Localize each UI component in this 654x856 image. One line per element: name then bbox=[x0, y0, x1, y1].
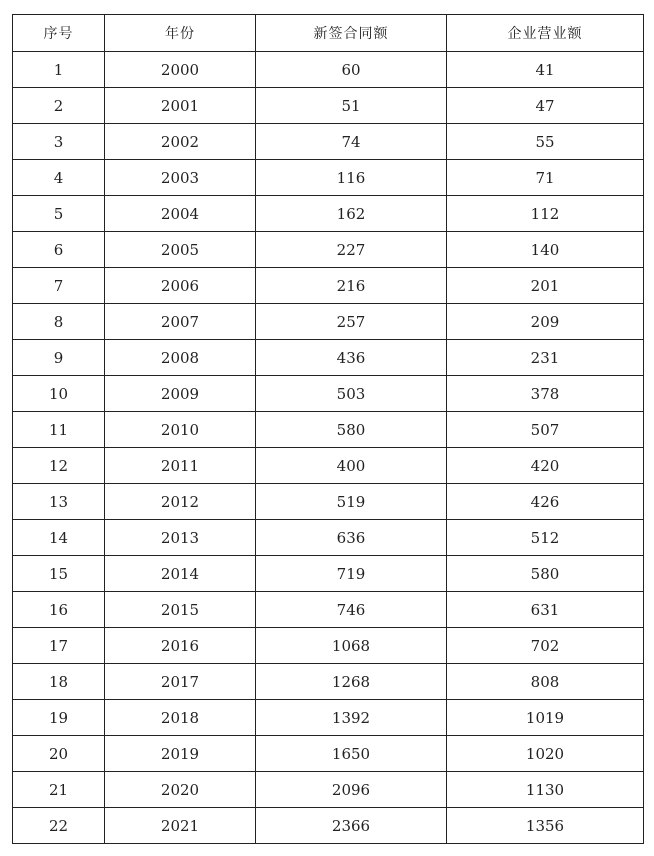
cell-index: 7 bbox=[13, 268, 105, 304]
cell-year: 2019 bbox=[105, 736, 256, 772]
cell-year: 2018 bbox=[105, 700, 256, 736]
cell-index: 12 bbox=[13, 448, 105, 484]
cell-new-contract-amount: 2096 bbox=[256, 772, 447, 808]
cell-new-contract-amount: 1268 bbox=[256, 664, 447, 700]
cell-new-contract-amount: 719 bbox=[256, 556, 447, 592]
cell-business-revenue: 55 bbox=[447, 124, 644, 160]
table-row bbox=[13, 736, 644, 772]
cell-new-contract-amount: 116 bbox=[256, 160, 447, 196]
cell-year: 2016 bbox=[105, 628, 256, 664]
data-table-container bbox=[12, 14, 643, 844]
cell-year: 2010 bbox=[105, 412, 256, 448]
table-row bbox=[13, 124, 644, 160]
table-row bbox=[13, 52, 644, 88]
cell-year: 2001 bbox=[105, 88, 256, 124]
cell-business-revenue: 426 bbox=[447, 484, 644, 520]
table-row bbox=[13, 376, 644, 412]
cell-index: 5 bbox=[13, 196, 105, 232]
cell-business-revenue: 140 bbox=[447, 232, 644, 268]
cell-year: 2020 bbox=[105, 772, 256, 808]
table-body bbox=[13, 52, 644, 844]
table-row bbox=[13, 556, 644, 592]
table-row bbox=[13, 700, 644, 736]
cell-business-revenue: 512 bbox=[447, 520, 644, 556]
cell-new-contract-amount: 162 bbox=[256, 196, 447, 232]
cell-year: 2017 bbox=[105, 664, 256, 700]
header-row bbox=[13, 15, 644, 52]
cell-index: 6 bbox=[13, 232, 105, 268]
cell-index: 3 bbox=[13, 124, 105, 160]
cell-index: 1 bbox=[13, 52, 105, 88]
cell-year: 2013 bbox=[105, 520, 256, 556]
cell-business-revenue: 231 bbox=[447, 340, 644, 376]
cell-year: 2015 bbox=[105, 592, 256, 628]
table-row bbox=[13, 664, 644, 700]
cell-year: 2008 bbox=[105, 340, 256, 376]
cell-year: 2009 bbox=[105, 376, 256, 412]
cell-year: 2006 bbox=[105, 268, 256, 304]
data-table bbox=[12, 14, 644, 844]
table-row bbox=[13, 628, 644, 664]
cell-index: 2 bbox=[13, 88, 105, 124]
cell-year: 2011 bbox=[105, 448, 256, 484]
cell-index: 15 bbox=[13, 556, 105, 592]
cell-business-revenue: 209 bbox=[447, 304, 644, 340]
cell-new-contract-amount: 503 bbox=[256, 376, 447, 412]
cell-business-revenue: 420 bbox=[447, 448, 644, 484]
cell-year: 2000 bbox=[105, 52, 256, 88]
cell-year: 2014 bbox=[105, 556, 256, 592]
header-new-contract-amount: 新签合同额 bbox=[256, 15, 447, 52]
cell-new-contract-amount: 519 bbox=[256, 484, 447, 520]
cell-new-contract-amount: 1068 bbox=[256, 628, 447, 664]
table-header bbox=[13, 15, 644, 52]
cell-business-revenue: 1130 bbox=[447, 772, 644, 808]
table-row bbox=[13, 448, 644, 484]
cell-index: 10 bbox=[13, 376, 105, 412]
cell-index: 16 bbox=[13, 592, 105, 628]
cell-index: 4 bbox=[13, 160, 105, 196]
cell-business-revenue: 702 bbox=[447, 628, 644, 664]
cell-business-revenue: 1019 bbox=[447, 700, 644, 736]
header-year: 年份 bbox=[105, 15, 256, 52]
cell-business-revenue: 1356 bbox=[447, 808, 644, 844]
cell-business-revenue: 631 bbox=[447, 592, 644, 628]
cell-index: 18 bbox=[13, 664, 105, 700]
cell-new-contract-amount: 636 bbox=[256, 520, 447, 556]
cell-business-revenue: 47 bbox=[447, 88, 644, 124]
cell-business-revenue: 1020 bbox=[447, 736, 644, 772]
cell-business-revenue: 201 bbox=[447, 268, 644, 304]
cell-index: 11 bbox=[13, 412, 105, 448]
table-row bbox=[13, 772, 644, 808]
cell-new-contract-amount: 2366 bbox=[256, 808, 447, 844]
cell-new-contract-amount: 1392 bbox=[256, 700, 447, 736]
cell-index: 13 bbox=[13, 484, 105, 520]
table-row bbox=[13, 520, 644, 556]
cell-business-revenue: 112 bbox=[447, 196, 644, 232]
cell-new-contract-amount: 746 bbox=[256, 592, 447, 628]
cell-business-revenue: 71 bbox=[447, 160, 644, 196]
cell-index: 14 bbox=[13, 520, 105, 556]
table-row bbox=[13, 160, 644, 196]
cell-year: 2012 bbox=[105, 484, 256, 520]
table-row bbox=[13, 268, 644, 304]
cell-year: 2004 bbox=[105, 196, 256, 232]
cell-year: 2002 bbox=[105, 124, 256, 160]
cell-index: 17 bbox=[13, 628, 105, 664]
cell-index: 19 bbox=[13, 700, 105, 736]
cell-index: 21 bbox=[13, 772, 105, 808]
table-row bbox=[13, 340, 644, 376]
cell-year: 2021 bbox=[105, 808, 256, 844]
header-index: 序号 bbox=[13, 15, 105, 52]
cell-new-contract-amount: 257 bbox=[256, 304, 447, 340]
cell-business-revenue: 41 bbox=[447, 52, 644, 88]
cell-year: 2003 bbox=[105, 160, 256, 196]
table-row bbox=[13, 484, 644, 520]
cell-new-contract-amount: 216 bbox=[256, 268, 447, 304]
cell-new-contract-amount: 400 bbox=[256, 448, 447, 484]
header-business-revenue: 企业营业额 bbox=[447, 15, 644, 52]
cell-new-contract-amount: 227 bbox=[256, 232, 447, 268]
cell-business-revenue: 808 bbox=[447, 664, 644, 700]
table-row bbox=[13, 412, 644, 448]
table-row bbox=[13, 592, 644, 628]
cell-business-revenue: 378 bbox=[447, 376, 644, 412]
table-row bbox=[13, 196, 644, 232]
cell-new-contract-amount: 51 bbox=[256, 88, 447, 124]
table-row bbox=[13, 808, 644, 844]
cell-business-revenue: 580 bbox=[447, 556, 644, 592]
cell-year: 2005 bbox=[105, 232, 256, 268]
cell-index: 8 bbox=[13, 304, 105, 340]
cell-new-contract-amount: 1650 bbox=[256, 736, 447, 772]
cell-year: 2007 bbox=[105, 304, 256, 340]
cell-index: 22 bbox=[13, 808, 105, 844]
table-row bbox=[13, 304, 644, 340]
cell-new-contract-amount: 74 bbox=[256, 124, 447, 160]
cell-index: 20 bbox=[13, 736, 105, 772]
cell-new-contract-amount: 60 bbox=[256, 52, 447, 88]
cell-new-contract-amount: 436 bbox=[256, 340, 447, 376]
table-row bbox=[13, 88, 644, 124]
cell-new-contract-amount: 580 bbox=[256, 412, 447, 448]
table-row bbox=[13, 232, 644, 268]
cell-index: 9 bbox=[13, 340, 105, 376]
cell-business-revenue: 507 bbox=[447, 412, 644, 448]
